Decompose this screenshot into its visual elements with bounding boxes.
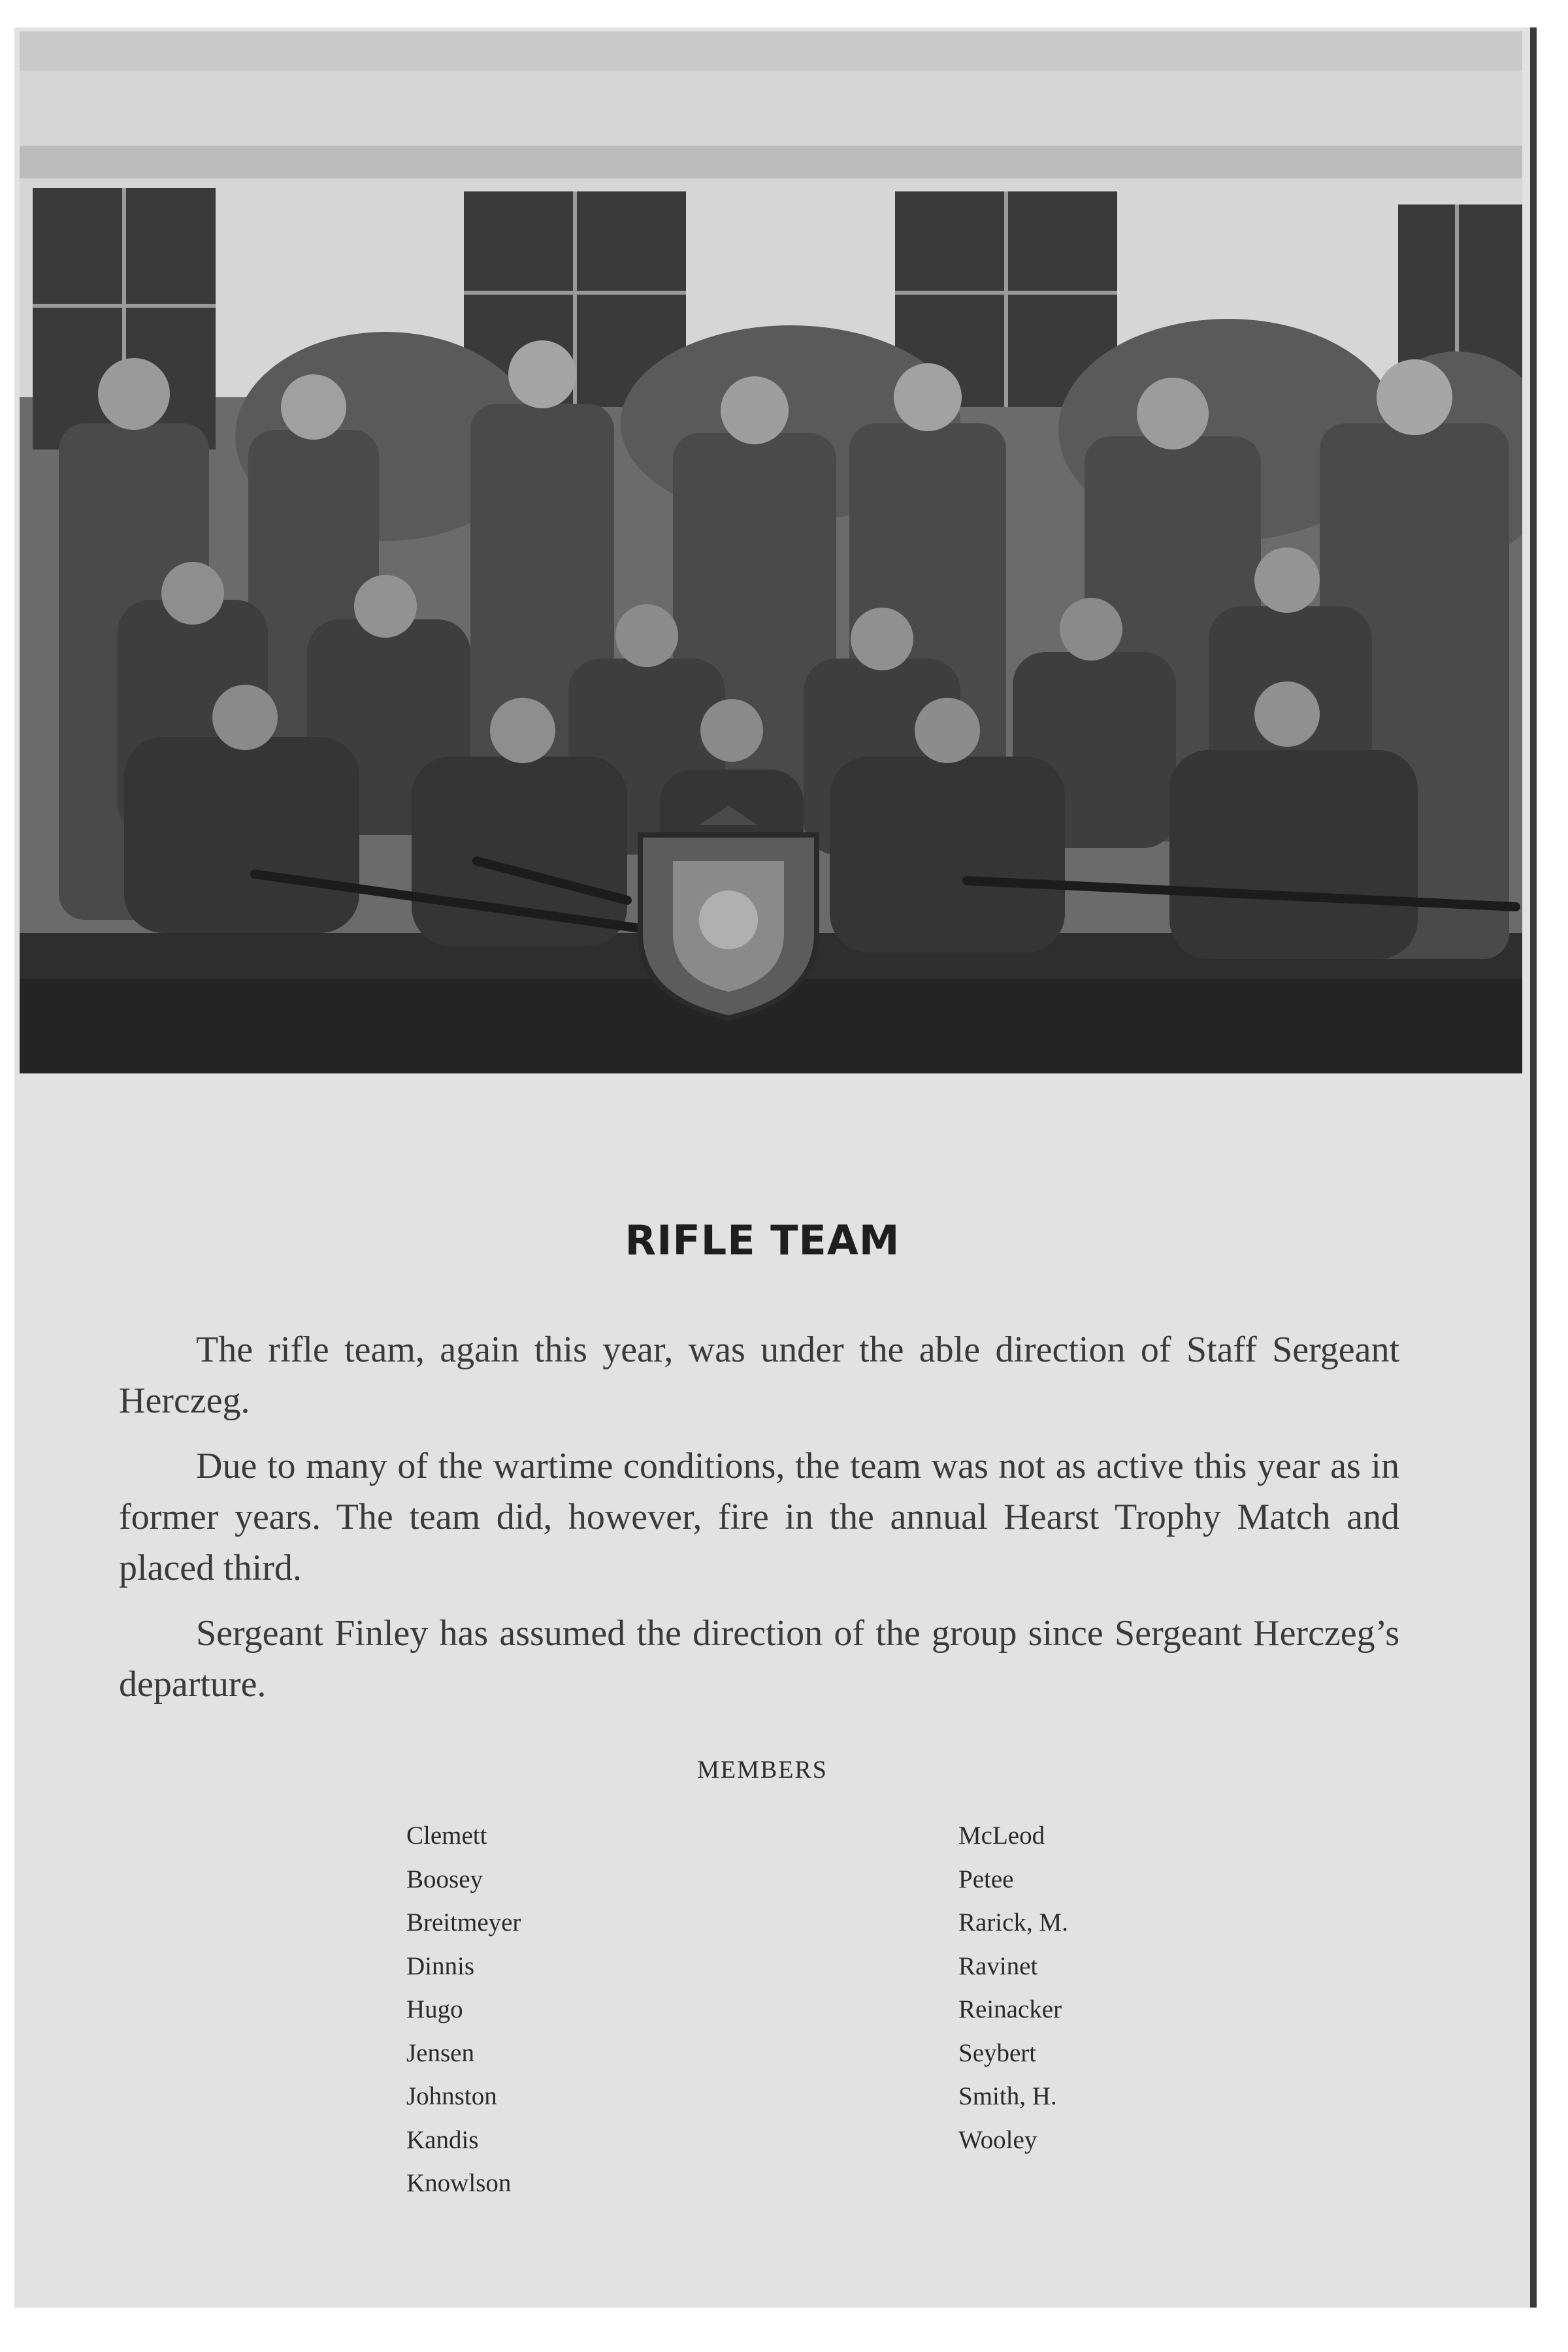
member-name: Jensen [406, 2038, 474, 2067]
members-list-right [958, 1814, 1068, 2162]
paragraph: The rifle team, again this year, was under the able direction of Staff Sergeant Herczeg. [119, 1330, 1399, 1421]
member-name: Clemett [406, 1821, 487, 1850]
member-name: Rarick, M. [958, 1908, 1068, 1936]
member-name: Petee [958, 1865, 1014, 1893]
member-name: Seybert [958, 2038, 1037, 2067]
team-photo [20, 31, 1522, 1073]
member-name: Hugo [406, 1995, 463, 2023]
member-name: Breitmeyer [406, 1908, 521, 1936]
team-photo-illustration [20, 31, 1522, 1073]
member-name: Reinacker [958, 1995, 1062, 2023]
member-name: Ravinet [958, 1952, 1038, 1980]
paragraph: Sergeant Finley has assumed the direction of the group since Sergeant Herczeg’s departure. [119, 1613, 1399, 1705]
member-name: Wooley [958, 2125, 1037, 2154]
members-list-left [406, 1814, 521, 2206]
member-name: Johnston [406, 2082, 497, 2110]
article-body [119, 1324, 1399, 1724]
member-name: Knowlson [406, 2169, 512, 2197]
yearbook-page [14, 27, 1537, 2308]
members-heading: MEMBERS [697, 1756, 828, 1784]
member-name: McLeod [958, 1821, 1045, 1850]
trophy-shield [640, 806, 817, 1018]
page-title: RIFLE TEAM [625, 1217, 900, 1264]
member-name: Smith, H. [958, 2082, 1057, 2110]
member-name: Dinnis [406, 1952, 475, 1980]
paragraph: Due to many of the wartime conditions, the team was not as active this year as in former years. The team did, however, fire in the annual Hearst Trophy Match and placed third. [119, 1446, 1399, 1588]
member-name: Boosey [406, 1865, 483, 1893]
member-name: Kandis [406, 2125, 479, 2154]
brick-band [20, 146, 1522, 178]
